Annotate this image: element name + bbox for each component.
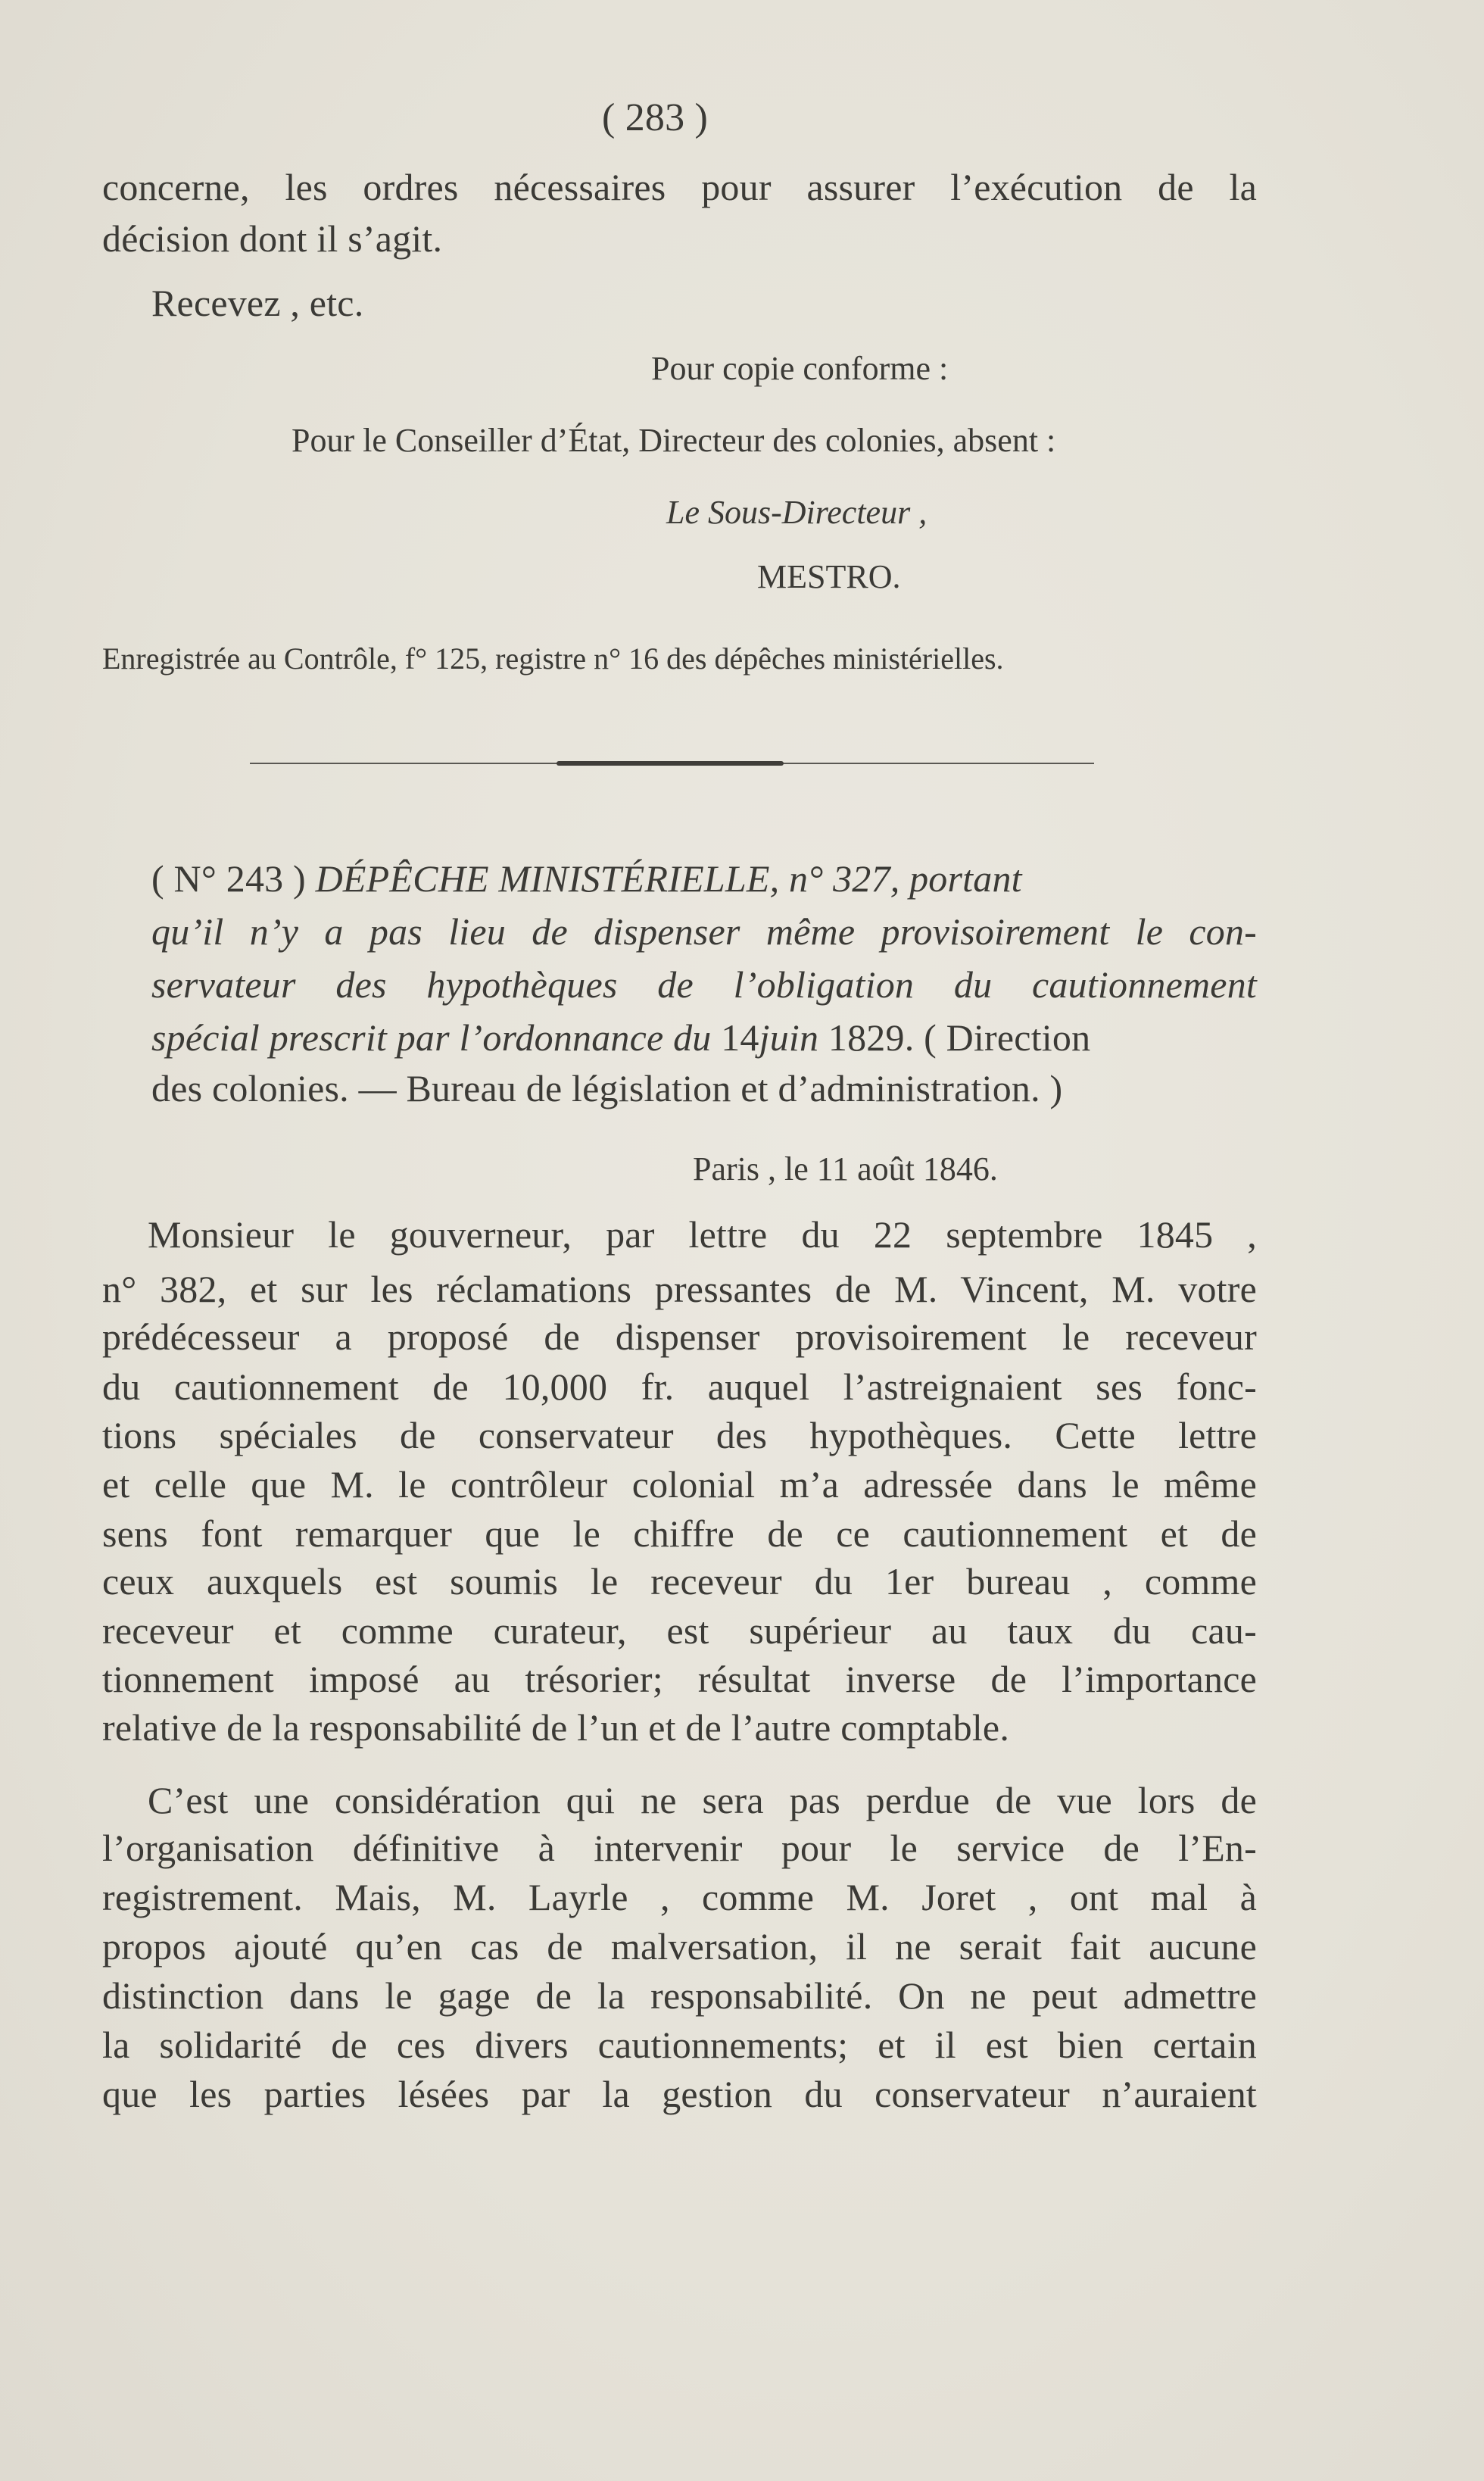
paragraph-line: l’organisation définitive à intervenir pour le service de l’En- [102,1827,1257,1869]
paragraph-line: Monsieur le gouverneur, par lettre du 22 septembre 1845 , [148,1213,1257,1256]
paragraph-line: que les parties lésées par la gestion du conservateur n’auraient [102,2073,1257,2115]
paragraph-line: propos ajouté qu’en cas de malversation, il ne serait fait aucune [102,1925,1257,1968]
heading-text: spécial prescrit par l’ordonnance du [151,1016,712,1059]
copy-note: Pour copie conforme : [651,350,949,387]
heading-date-month: juin [759,1016,819,1059]
signatory-title: Le Sous-Directeur , [666,494,928,531]
registration-note: Enregistrée au Contrôle, f° 125, registre n° 16 des dépêches ministérielles. [102,641,1004,676]
paragraph-line: registrement. Mais, M. Layrle , comme M. Joret , ont mal à [102,1876,1257,1918]
paragraph-line: tionnement imposé au trésorier; résultat inverse de l’importance [102,1658,1257,1700]
dateline: Paris , le 11 août 1846. [693,1150,998,1187]
paragraph-line: n° 382, et sur les réclamations pressantes de M. Vincent, M. votre [102,1268,1257,1310]
paragraph-line: ceux auxquels est soumis le receveur du 1er bureau , comme [102,1560,1257,1603]
heading-line: servateur des hypothèques de l’obligation du cautionnement [151,963,1257,1006]
closing-formula: Recevez , etc. [151,282,364,324]
paragraph-line: tions spéciales de conservateur des hypothèques. Cette lettre [102,1414,1257,1456]
heading-date-year: 1829. [828,1016,915,1059]
document-title: DÉPÊCHE MINISTÉRIELLE, [315,857,780,900]
dispatch-number: n° 327, [789,857,900,900]
paragraph-line: distinction dans le gage de la responsabilité. On ne peut admettre [102,1974,1257,2017]
paragraph-line: la solidarité de ces divers cautionnements; et il est bien certain [102,2024,1257,2066]
page-number: ( 283 ) [602,96,709,139]
separator-ornament [556,761,784,766]
paragraph-line: receveur et comme curateur, est supérieur au taux du cau- [102,1609,1257,1652]
paragraph-line: du cautionnement de 10,000 fr. auquel l’astreignaient ses fonc- [102,1365,1257,1408]
paragraph-line: et celle que M. le contrôleur colonial m’a adressée dans le même [102,1463,1257,1506]
heading-line: des colonies. — Bureau de législation et d’administration. ) [151,1067,1063,1109]
heading-date-day: 14 [721,1016,759,1059]
heading-text: ( Direction [924,1016,1091,1059]
paragraph-line: sens font remarquer que le chiffre de ce cautionnement et de [102,1512,1257,1555]
paragraph-line: prédécesseur a proposé de dispenser provisoirement le receveur [102,1315,1257,1358]
heading-line: qu’il n’y a pas lieu de dispenser même provisoirement le con- [151,910,1257,953]
document-number: ( N° 243 ) [151,857,306,900]
signatory-line: Pour le Conseiller d’État, Directeur des colonies, absent : [292,422,1056,459]
text-line: décision dont il s’agit. [102,217,443,260]
paragraph-line: C’est une considération qui ne sera pas perdue de vue lors de [148,1779,1257,1821]
text-line: concerne, les ordres nécessaires pour assurer l’exécution de la [102,166,1257,208]
signatory-name: MESTRO. [757,558,901,595]
heading-line [151,1016,1091,1059]
heading-text: portant [909,857,1022,900]
heading-line [151,857,1022,900]
paragraph-line: relative de la responsabilité de l’un et de l’autre comptable. [102,1706,1010,1749]
